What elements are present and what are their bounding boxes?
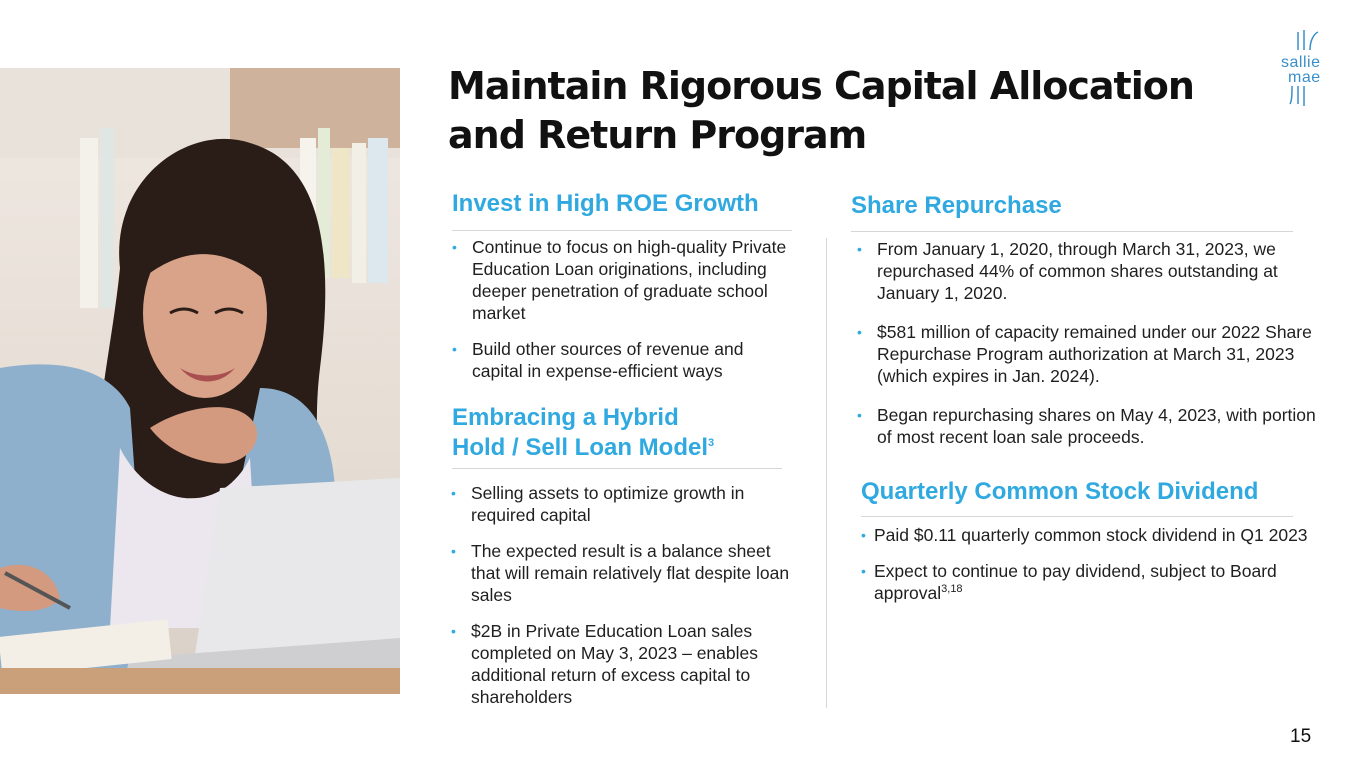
list-item: • From January 1, 2020, through March 31, 2023, we repurchased 44% of common shares outstanding at January 1, 2020. (857, 238, 1317, 304)
repurchase-bullet-list (857, 238, 1317, 448)
page-title (448, 62, 1208, 160)
hybrid-divider (452, 468, 782, 469)
title-line-1: Maintain Rigorous Capital Allocation (448, 64, 1194, 108)
student-illustration (0, 68, 400, 694)
dividend-bullet-2-text: Expect to continue to pay dividend, subject to Board approval (874, 561, 1277, 603)
hybrid-heading-line-2: Hold / Sell Loan Model (452, 434, 709, 461)
repurchase-divider (851, 231, 1293, 232)
hybrid-heading (452, 403, 714, 463)
logo-text-top: sallie (1281, 54, 1321, 71)
list-item: • Selling assets to optimize growth in required capital (451, 482, 796, 526)
invest-heading: Invest in High ROE Growth (452, 190, 759, 217)
dividend-footnote-ref: 3,18 (941, 583, 963, 596)
dividend-heading: Quarterly Common Stock Dividend (861, 478, 1259, 505)
column-divider (826, 238, 827, 708)
hybrid-bullet-list (451, 482, 796, 708)
list-item: • Paid $0.11 quarterly common stock dividend in Q1 2023 (861, 524, 1321, 546)
list-item: • The expected result is a balance sheet that will remain relatively flat despite loan sales (451, 540, 796, 606)
invest-bullet-list (452, 236, 797, 382)
sallie-mae-logo (1278, 28, 1338, 108)
hero-photo (0, 68, 400, 694)
logo-text-bottom: mae (1288, 69, 1321, 86)
page-number: 15 (1290, 726, 1312, 747)
dividend-bullet-list (861, 524, 1321, 604)
list-item: • Began repurchasing shares on May 4, 2023, with portion of most recent loan sale proceeds. (857, 404, 1317, 448)
hybrid-footnote-ref: 3 (708, 437, 715, 449)
list-item: • Build other sources of revenue and capital in expense-efficient ways (452, 338, 797, 382)
list-item (861, 560, 1321, 604)
list-item: • $581 million of capacity remained under our 2022 Share Repurchase Program authorization at March 31, 2023 (which expires in Jan. 2024). (857, 321, 1317, 387)
list-item: • $2B in Private Education Loan sales completed on May 3, 2023 – enables additional return of excess capital to shareholders (451, 620, 796, 708)
list-item: • Continue to focus on high-quality Private Education Loan originations, including deeper penetration of graduate school market (452, 236, 797, 324)
invest-divider (452, 230, 792, 231)
dividend-divider (861, 516, 1293, 517)
hybrid-heading-line-1: Embracing a Hybrid (452, 404, 679, 431)
repurchase-heading: Share Repurchase (851, 192, 1062, 219)
title-line-2: and Return Program (448, 113, 867, 157)
